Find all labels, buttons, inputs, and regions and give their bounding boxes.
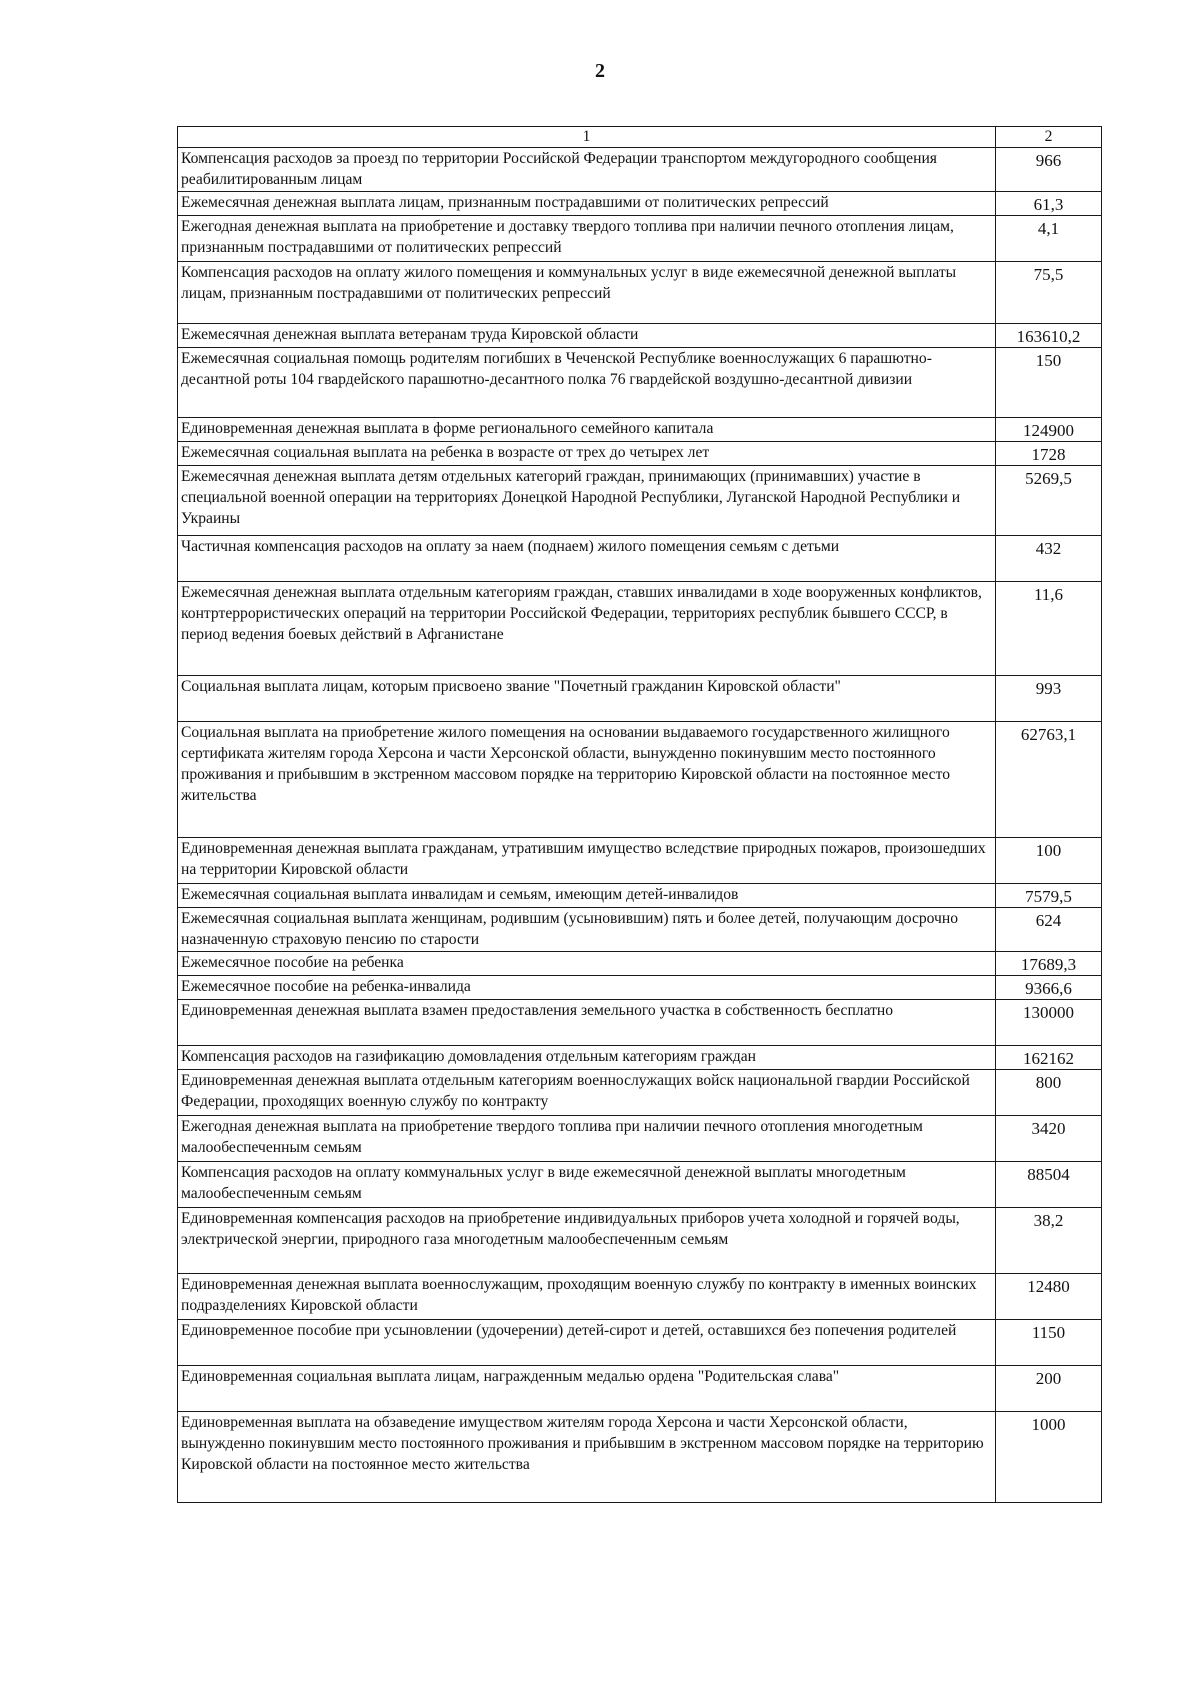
payment-amount: 1000 — [996, 1412, 1102, 1503]
table-row — [178, 148, 1102, 192]
payment-description: Ежегодная денежная выплата на приобретение твердого топлива при наличии печного отопления многодетным малообеспеченным семьям — [178, 1116, 996, 1162]
payment-description: Ежемесячная социальная помощь родителям погибших в Чеченской Республике военнослужащих 6 парашютно-десантной роты 104 гвардейского парашютно-десантного полка 76 гвардейской воздушно-десантной дивизии — [178, 348, 996, 418]
payment-description: Единовременная социальная выплата лицам, награжденным медалью ордена "Родительская слава" — [178, 1366, 996, 1412]
payment-description: Единовременная денежная выплата взамен предоставления земельного участка в собственность бесплатно — [178, 1000, 996, 1046]
payment-amount: 162162 — [996, 1046, 1102, 1070]
payment-description: Компенсация расходов за проезд по территории Российской Федерации транспортом междугородного сообщения реабилитированным лицам — [178, 148, 996, 192]
table-row — [178, 1046, 1102, 1070]
payment-amount: 38,2 — [996, 1208, 1102, 1274]
payments-table-container — [177, 126, 1101, 1503]
payment-amount: 62763,1 — [996, 722, 1102, 838]
payment-description: Ежемесячная денежная выплата детям отдельных категорий граждан, принимающих (принимавших) участие в специальной военной операции на территориях Донецкой Народной Республики, Луганской Народной Республики и Украины — [178, 466, 996, 536]
payment-amount: 9366,6 — [996, 976, 1102, 1000]
payment-description: Ежемесячная социальная выплата женщинам, родившим (усыновившим) пять и более детей, получающим досрочно назначенную страховую пенсию по старости — [178, 908, 996, 952]
table-row — [178, 1000, 1102, 1046]
column-header-2: 2 — [996, 127, 1102, 148]
payment-description: Единовременная денежная выплата военнослужащим, проходящим военную службу по контракту в именных воинских подразделениях Кировской области — [178, 1274, 996, 1320]
payment-amount: 1728 — [996, 442, 1102, 466]
table-header-row — [178, 127, 1102, 148]
payment-description: Ежемесячная социальная выплата инвалидам и семьям, имеющим детей-инвалидов — [178, 884, 996, 908]
table-row — [178, 1162, 1102, 1208]
payment-amount: 993 — [996, 676, 1102, 722]
table-row — [178, 418, 1102, 442]
table-row — [178, 976, 1102, 1000]
payment-description: Ежемесячная денежная выплата ветеранам труда Кировской области — [178, 324, 996, 348]
table-row — [178, 722, 1102, 838]
payment-description: Компенсация расходов на оплату коммунальных услуг в виде ежемесячной денежной выплаты многодетным малообеспеченным семьям — [178, 1162, 996, 1208]
payment-description: Социальная выплата на приобретение жилого помещения на основании выдаваемого государственного жилищного сертификата жителям города Херсона и части Херсонской области, вынужденно покинувшим место постоянного проживания и прибывшим в экстренном массовом порядке на территорию Кировской области на постоянное место жительства — [178, 722, 996, 838]
table-row — [178, 1412, 1102, 1503]
payment-description: Ежемесячное пособие на ребенка-инвалида — [178, 976, 996, 1000]
table-row — [178, 1274, 1102, 1320]
payment-description: Компенсация расходов на оплату жилого помещения и коммунальных услуг в виде ежемесячной денежной выплаты лицам, признанным пострадавшими от политических репрессий — [178, 262, 996, 324]
payment-description: Единовременное пособие при усыновлении (удочерении) детей-сирот и детей, оставшихся без попечения родителей — [178, 1320, 996, 1366]
payment-amount: 100 — [996, 838, 1102, 884]
payment-amount: 17689,3 — [996, 952, 1102, 976]
table-row — [178, 676, 1102, 722]
payment-description: Социальная выплата лицам, которым присвоено звание "Почетный гражданин Кировской области" — [178, 676, 996, 722]
payment-amount: 7579,5 — [996, 884, 1102, 908]
payment-description: Единовременная денежная выплата гражданам, утратившим имущество вследствие природных пожаров, произошедших на территории Кировской области — [178, 838, 996, 884]
payment-amount: 75,5 — [996, 262, 1102, 324]
payment-amount: 966 — [996, 148, 1102, 192]
payment-description: Единовременная денежная выплата в форме регионального семейного капитала — [178, 418, 996, 442]
table-row — [178, 952, 1102, 976]
payment-description: Компенсация расходов на газификацию домовладения отдельным категориям граждан — [178, 1046, 996, 1070]
payment-description: Частичная компенсация расходов на оплату за наем (поднаем) жилого помещения семьям с детьми — [178, 536, 996, 582]
payment-amount: 61,3 — [996, 192, 1102, 216]
payment-amount: 163610,2 — [996, 324, 1102, 348]
table-row — [178, 884, 1102, 908]
table-row — [178, 442, 1102, 466]
page-number: 2 — [595, 60, 605, 82]
table-row — [178, 192, 1102, 216]
payment-description: Ежемесячная денежная выплата отдельным категориям граждан, ставших инвалидами в ходе вооруженных конфликтов, контртеррористических операций на территории Российской Федерации, территориях республик бывшего СССР, в период ведения боевых действий в Афганистане — [178, 582, 996, 676]
payment-description: Ежемесячная денежная выплата лицам, признанным пострадавшими от политических репрессий — [178, 192, 996, 216]
payment-amount: 1150 — [996, 1320, 1102, 1366]
table-row — [178, 1320, 1102, 1366]
table-row — [178, 1208, 1102, 1274]
payment-amount: 200 — [996, 1366, 1102, 1412]
payment-amount: 150 — [996, 348, 1102, 418]
payment-amount: 432 — [996, 536, 1102, 582]
payment-description: Ежегодная денежная выплата на приобретение и доставку твердого топлива при наличии печного отопления лицам, признанным пострадавшими от политических репрессий — [178, 216, 996, 262]
payment-amount: 12480 — [996, 1274, 1102, 1320]
payment-amount: 624 — [996, 908, 1102, 952]
table-row — [178, 466, 1102, 536]
payments-table — [177, 126, 1102, 1503]
table-row — [178, 348, 1102, 418]
table-row — [178, 216, 1102, 262]
payment-amount: 130000 — [996, 1000, 1102, 1046]
payment-description: Ежемесячная социальная выплата на ребенка в возрасте от трех до четырех лет — [178, 442, 996, 466]
payment-amount: 11,6 — [996, 582, 1102, 676]
table-row — [178, 582, 1102, 676]
table-row — [178, 262, 1102, 324]
table-row — [178, 536, 1102, 582]
payment-amount: 3420 — [996, 1116, 1102, 1162]
payment-amount: 88504 — [996, 1162, 1102, 1208]
table-row — [178, 324, 1102, 348]
payment-amount: 5269,5 — [996, 466, 1102, 536]
payment-description: Ежемесячное пособие на ребенка — [178, 952, 996, 976]
table-row — [178, 838, 1102, 884]
table-row — [178, 1366, 1102, 1412]
table-row — [178, 1116, 1102, 1162]
payment-amount: 124900 — [996, 418, 1102, 442]
table-row — [178, 908, 1102, 952]
payment-description: Единовременная компенсация расходов на приобретение индивидуальных приборов учета холодной и горячей воды, электрической энергии, природного газа многодетным малообеспеченным семьям — [178, 1208, 996, 1274]
payment-description: Единовременная выплата на обзаведение имуществом жителям города Херсона и части Херсонской области, вынужденно покинувшим место постоянного проживания и прибывшим в экстренном массовом порядке на территорию Кировской области на постоянное место жительства — [178, 1412, 996, 1503]
column-header-1: 1 — [178, 127, 996, 148]
payment-description: Единовременная денежная выплата отдельным категориям военнослужащих войск национальной гвардии Российской Федерации, проходящих военную службу по контракту — [178, 1070, 996, 1116]
payment-amount: 4,1 — [996, 216, 1102, 262]
table-row — [178, 1070, 1102, 1116]
payment-amount: 800 — [996, 1070, 1102, 1116]
